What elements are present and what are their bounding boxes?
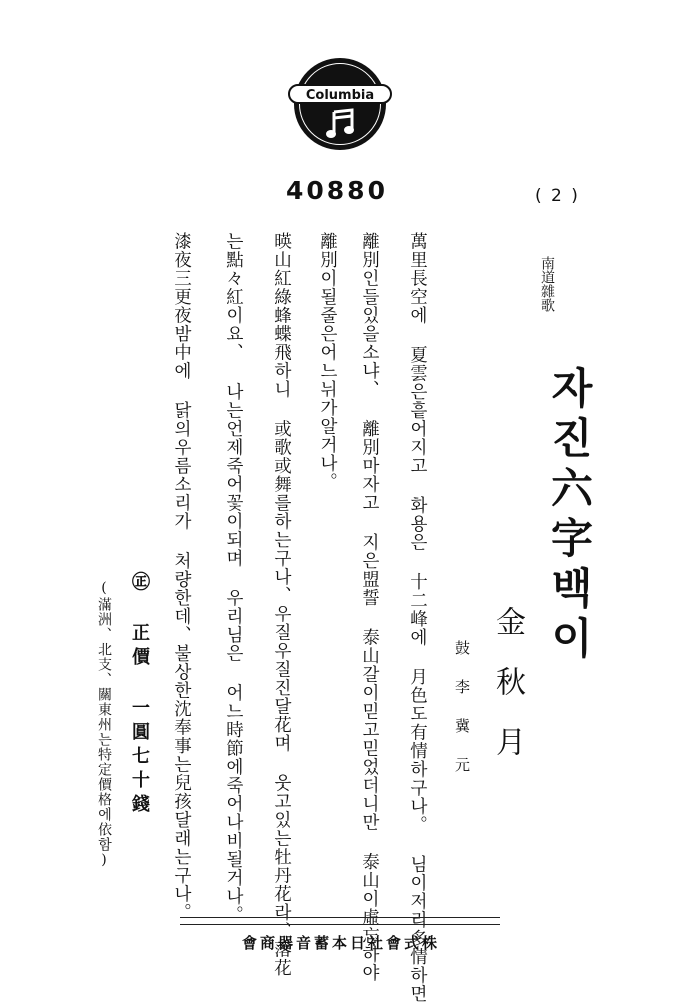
record-number: 40880: [286, 176, 388, 205]
music-note-icon: [324, 108, 358, 140]
accompanist-name: 鼓李冀元: [453, 640, 471, 796]
logo-wordmark: Columbia: [288, 84, 392, 104]
song-genre: 南道雜歌: [539, 256, 555, 312]
singer-name: 金秋月: [490, 606, 525, 786]
lyric-line-6: 漆夜三更夜밤中에 닭의우름소리가 처량한데、불상한沈奉事는兒孩달래는구나。: [171, 232, 192, 922]
lyric-line-2: 離別인들있을소냐、 離別마자고 지은盟誓 泰山갈이믿고믿었더니만 泰山이虛忘하야: [359, 232, 380, 982]
company-name: 會商器音蓄本日社會式株: [241, 934, 440, 952]
song-title: 자진六字백이: [545, 366, 594, 666]
price-label: ㊣ 正價 一圓七十錢: [129, 572, 150, 818]
page-number: ( 2 ): [535, 186, 580, 206]
lyric-line-5: 는點々紅이요、 나는언제죽어꽃이되며 우리님은 어느時節에죽어나비될거나。: [223, 232, 244, 924]
price-note: (滿洲、北支、關東州는特定價格에依함): [96, 580, 112, 869]
lyric-line-4: 暎山紅綠蜂蝶飛하니 或歌或舞를하는구나、우질우질진달花며 웃고있는牡丹花라、落花: [271, 232, 292, 977]
lyric-line-1: 萬里長空에 夏雲은흩어지고 화용은 十二峰에 月色도有情하구나。 님이저리多情하면: [407, 232, 428, 1003]
lyric-line-3: 離別이될줄은어느뉘가알거나。: [317, 232, 338, 491]
footer-divider: [180, 917, 500, 925]
columbia-logo: [294, 58, 386, 150]
